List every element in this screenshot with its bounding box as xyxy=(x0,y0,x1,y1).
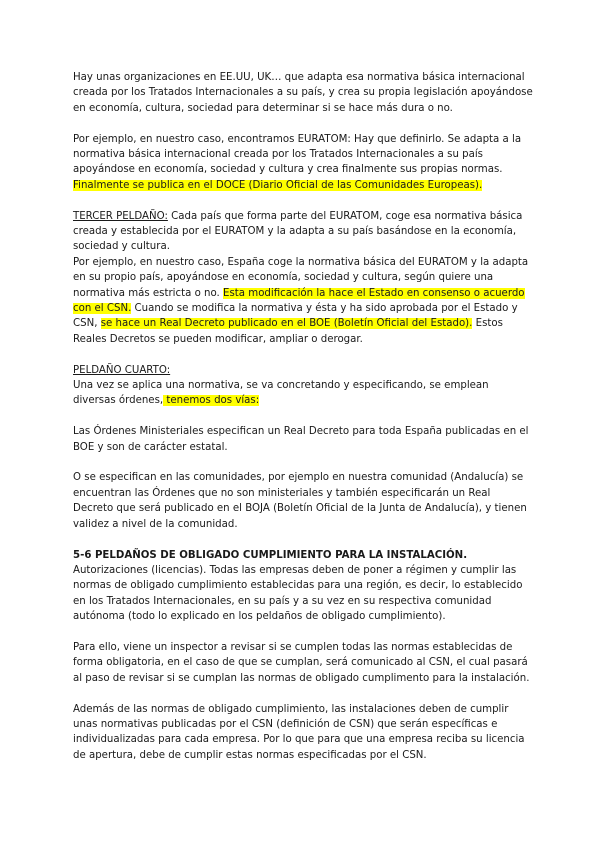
paragraph-ordenes-ministeriales xyxy=(73,424,533,455)
paragraph-euratom-text: Por ejemplo, en nuestro caso, encontramos EURATOM: Hay que definirlo. Se adapta a la normativa básica internacional creada por los Tratados Internacionales a su país apoyándose en economía, sociedad y cultura y crea finalmente sus propias normas. xyxy=(73,133,522,176)
highlight-estado-csn: Esta modificación la hace el Estado en consenso o acuerdo con el CSN. xyxy=(73,287,525,315)
paragraph-inspector xyxy=(73,640,533,686)
paragraph-peldano-cuarto xyxy=(73,363,533,409)
heading-tercer-peldano: TERCER PELDAÑO: xyxy=(73,210,168,222)
tercer-peldano-text-2: Por ejemplo, en nuestro caso, España coge la normativa básica del EURATOM y la adapta en su propio país, apoyándose en economía, sociedad y cultura, según quiere una normativa más estricta o no. xyxy=(73,256,529,299)
tercer-peldano-text-4: Estos Reales Decretos se pueden modificar, ampliar o derogar. xyxy=(73,318,503,345)
paragraph-intro xyxy=(73,70,533,116)
normativas-csn-text: Además de las normas de obligado cumplimiento, las instalaciones deben de cumplir unas normativas publicadas por el CSN (definición de CSN) que serán específicas e individualizadas para cada empresa. Por lo que para que una empresa reciba su licencia de apertura, debe de cumplir estas normas especificadas por el CSN. xyxy=(73,703,525,761)
heading-peldano-cuarto: PELDAÑO CUARTO: xyxy=(73,364,171,376)
paragraph-normativas-csn xyxy=(73,702,533,764)
inspector-text: Para ello, viene un inspector a revisar si se cumplen todas las normas establecidas de forma obligatoria, en el caso de que se cumplan, será comunicado al CSN, el cual pasará al paso de revisar si se cumplan las normas de obligado cumplimento para la instalación. xyxy=(73,641,530,684)
tercer-peldano-text-3: Cuando se modifica la normativa y ésta y ha sido aprobada por el Estado y CSN, xyxy=(73,303,518,330)
comunidades-text: O se especifican en las comunidades, por ejemplo en nuestra comunidad (Andalucía) se encuentran las Órdenes que no son ministeriales y también especificarán un Real Decreto que será publicado en el BOJA (Boletín Oficial de la Junta de Andalucía), y tienen validez a nivel de la comunidad. xyxy=(73,472,527,530)
peldano-cuarto-text: Una vez se aplica una normativa, se va concretando y especificando, se emplean diversas órdenes, xyxy=(73,380,489,407)
paragraph-intro-text: Hay unas organizaciones en EE.UU, UK… que adapta esa normativa básica internacional creada por los Tratados Internacionales a su país, y crea su propia legislación apoyándose en economía, cultura, sociedad para determinar si se hace más dura o no. xyxy=(73,72,533,114)
highlight-doce: Finalmente se publica en el DOCE (Diario Oficial de las Comunidades Europeas). xyxy=(73,179,483,191)
document-page xyxy=(73,70,533,779)
highlight-real-decreto: se hace un Real Decreto publicado en el BOE (Boletín Oficial del Estado). xyxy=(100,318,473,330)
paragraph-tercer-peldano xyxy=(73,209,533,348)
ordenes-ministeriales-text: Las Órdenes Ministeriales especifican un Real Decreto para toda España publicadas en el BOE y son de carácter estatal. xyxy=(73,426,529,453)
paragraph-euratom xyxy=(73,132,533,194)
highlight-dos-vias: tenemos dos vías: xyxy=(163,395,260,407)
paragraph-peldanos-5-6 xyxy=(73,548,533,625)
peldanos-5-6-text: Autorizaciones (licencias). Todas las empresas deben de poner a régimen y cumplir las normas de obligado cumplimiento establecidas para una región, es decir, lo establecido en los Tratados Internacionales, en su país y a su vez en su respectiva comunidad autónoma (todo lo explicado en los peldaños de obligado cumplimiento). xyxy=(73,564,523,623)
paragraph-comunidades xyxy=(73,470,533,532)
tercer-peldano-text-1: Cada país que forma parte del EURATOM, coge esa normativa básica creada y establecida por el EURATOM y la adapta a su país basándose en la economía, sociedad y cultura. xyxy=(73,210,523,253)
heading-peldanos-5-6: 5-6 PELDAÑOS DE OBLIGADO CUMPLIMIENTO PARA LA INSTALACIÓN. xyxy=(73,549,468,561)
